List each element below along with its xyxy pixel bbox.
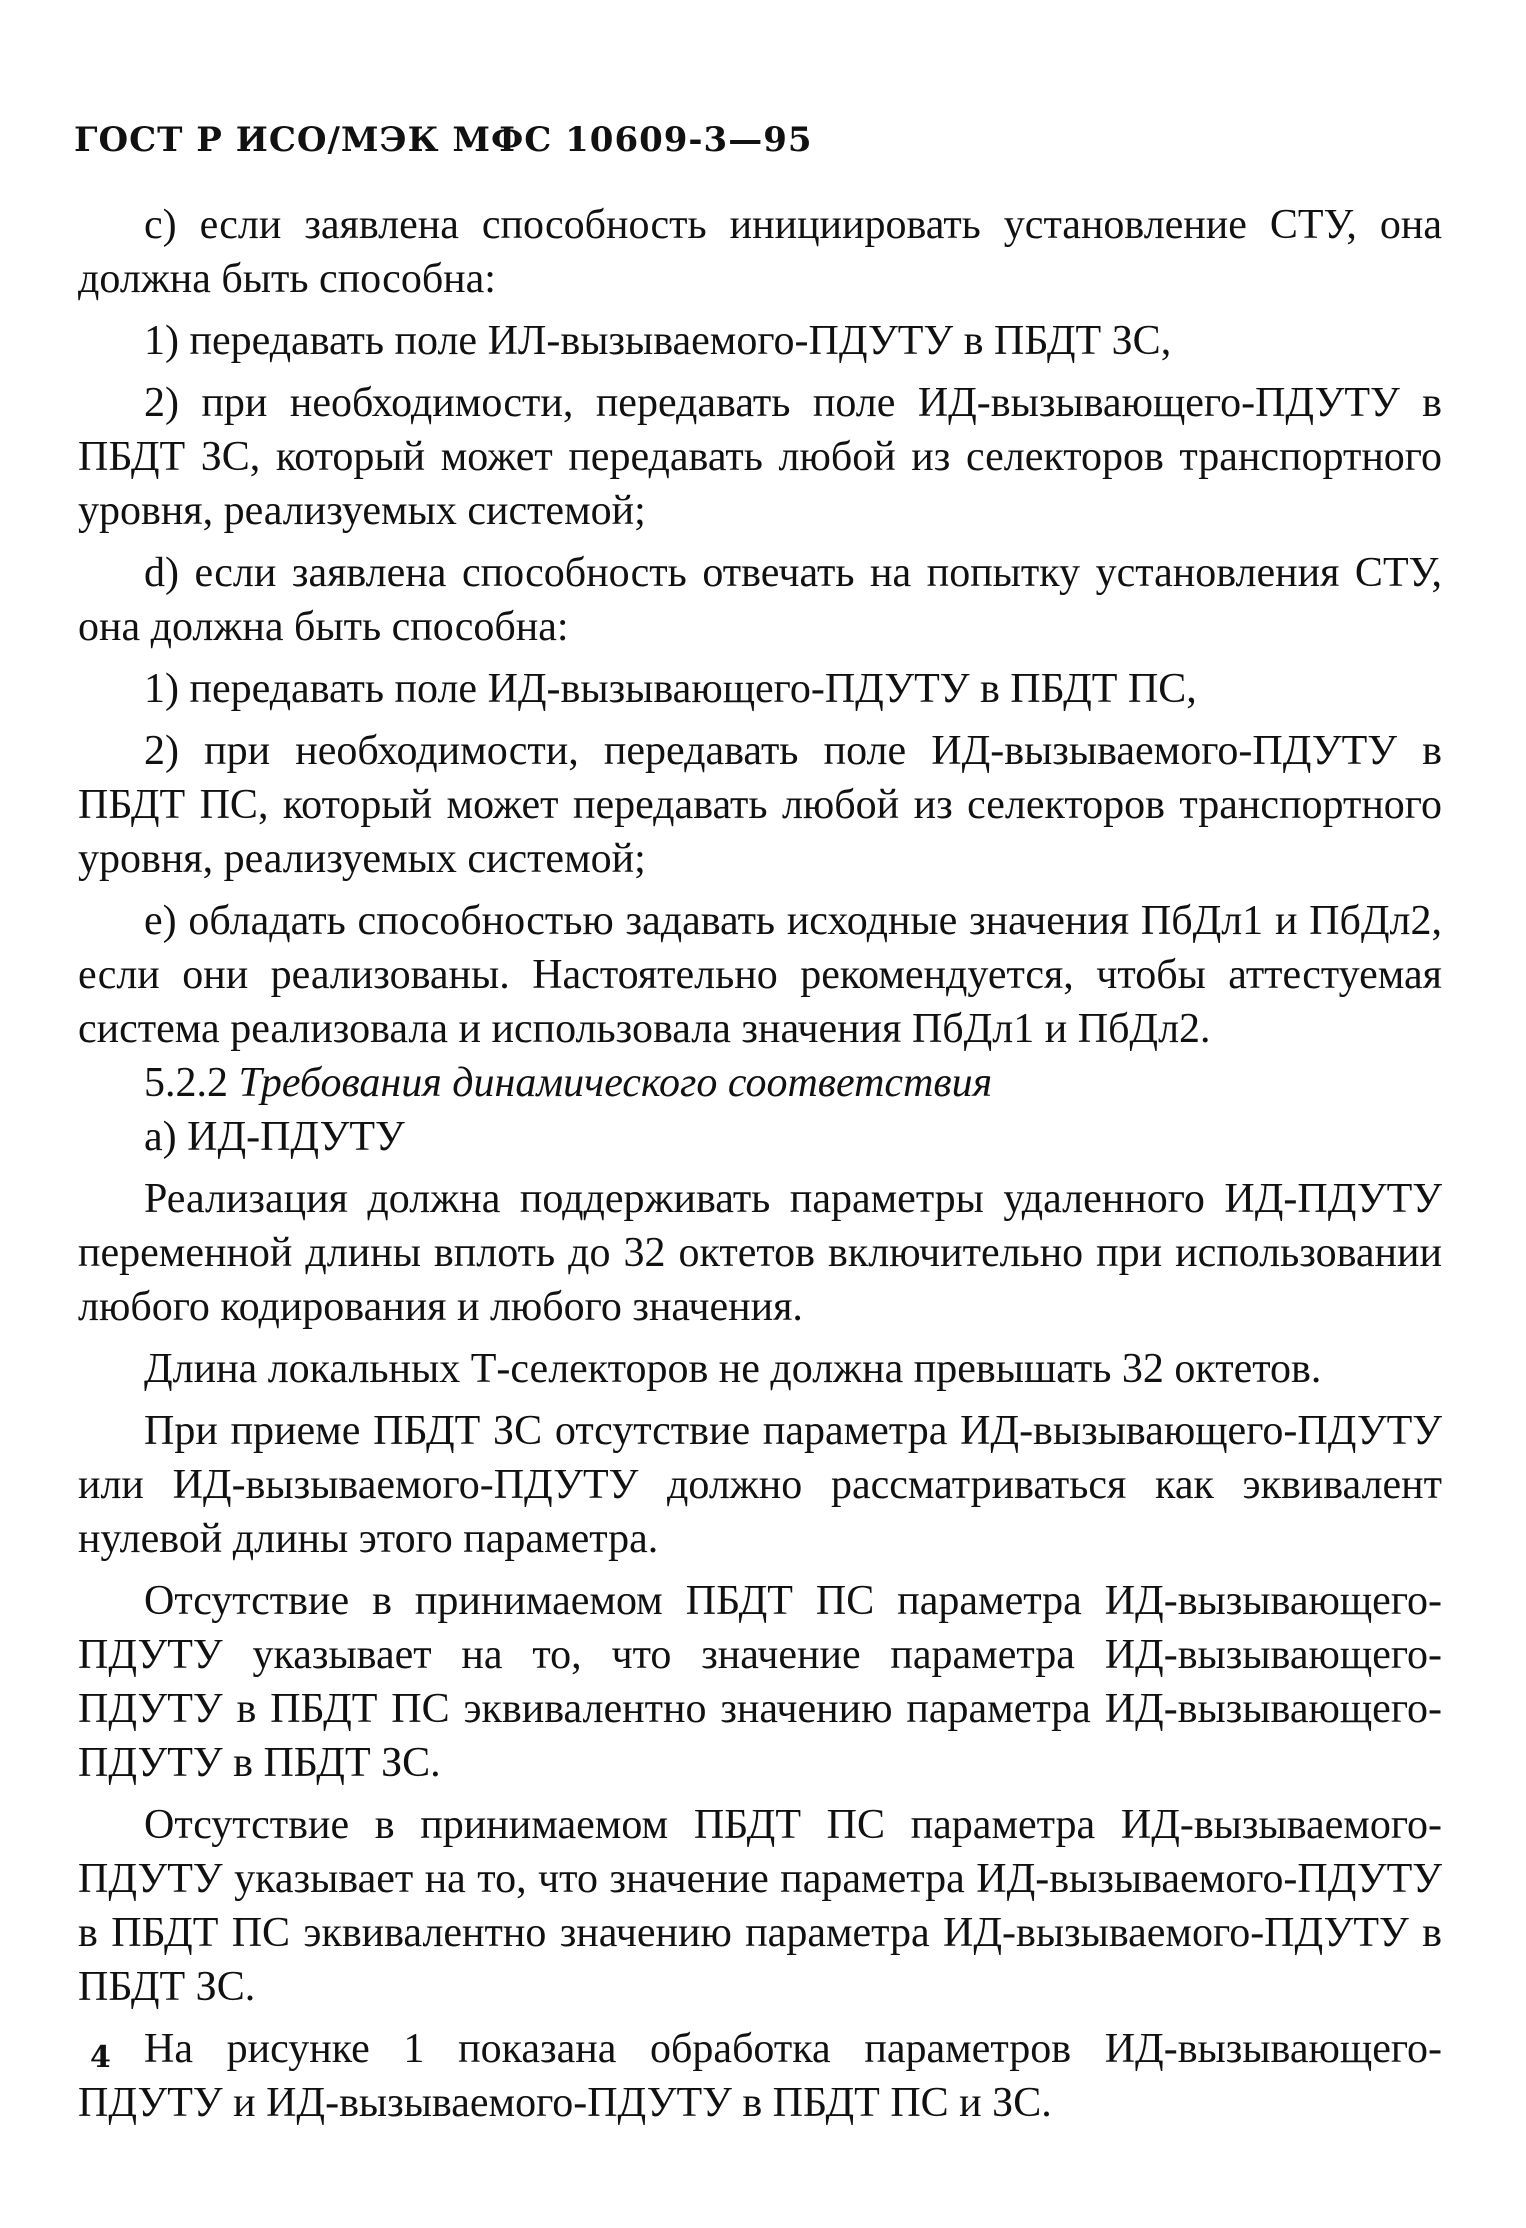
subsection-title: а) ИД-ПДУТУ	[144, 1114, 405, 1160]
paragraph-receive: При приеме ПБДТ ЗС отсутствие параметра ИД-вызывающего-ПДУТУ или ИД-вызываемого-ПДУТУ должно рассматриваться как эквивалент нулевой длины этого параметра.	[78, 1408, 1442, 1562]
paragraph-absence-calling: Отсутствие в принимаемом ПБДТ ПС параметра ИД-вызывающего-ПДУТУ указывает на то, что значение параметра ИД-вызывающего-ПДУТУ в ПБДТ ПС эквивалентно значению параметра ИД-вызывающего-ПДУТУ в ПБДТ ЗС.	[78, 1578, 1442, 1786]
paragraph-c2: 2) при необходимости, передавать поле ИД-вызывающего-ПДУТУ в ПБДТ ЗС, который может передавать любой из селекторов транспортного уровня, реализуемых системой;	[78, 380, 1442, 534]
paragraph-e: e) обладать способностью задавать исходные значения ПбДл1 и ПбДл2, если они реализованы. Настоятельно рекомендуется, чтобы аттестуемая система реализовала и использовала значения ПбДл1 и ПбДл2.	[78, 898, 1442, 1052]
paragraph-absence-called: Отсутствие в принимаемом ПБДТ ПС параметра ИД-вызываемого-ПДУТУ указывает на то, что значение параметра ИД-вызываемого-ПДУТУ в ПБДТ ПС эквивалентно значению параметра ИД-вызываемого-ПДУТУ в ПБДТ ЗС.	[78, 1802, 1442, 2010]
paragraph-d: d) если заявлена способность отвечать на попытку установления СТУ, она должна быть способна:	[78, 550, 1442, 650]
document-header: ГОСТ Р ИСО/МЭК МФС 10609-3—95	[74, 120, 813, 160]
paragraph-support: Реализация должна поддерживать параметры удаленного ИД-ПДУТУ переменной длины вплоть до 32 октетов включительно при использовании любого кодирования и любого значения.	[78, 1176, 1442, 1330]
section-number: 5.2.2	[144, 1060, 228, 1106]
paragraph-d2: 2) при необходимости, передавать поле ИД-вызываемого-ПДУТУ в ПБДТ ПС, который может передавать любой из селекторов транспортного уровня, реализуемых системой;	[78, 728, 1442, 882]
paragraph-figure-ref: На рисунке 1 показана обработка параметров ИД-вызывающего-ПДУТУ и ИД-вызываемого-ПДУТУ в ПБДТ ПС и ЗС.	[78, 2026, 1442, 2126]
paragraph-c1: 1) передавать поле ИЛ-вызываемого-ПДУТУ в ПБДТ ЗС,	[144, 318, 1172, 364]
paragraph-c: c) если заявлена способность инициировать установление СТУ, она должна быть способна:	[78, 202, 1442, 302]
section-title: Требования динамического соответствия	[238, 1060, 993, 1106]
page-number: 4	[90, 2040, 111, 2075]
paragraph-length: Длина локальных Т-селекторов не должна превышать 32 октетов.	[144, 1346, 1322, 1392]
section-heading	[78, 1056, 1442, 1110]
document-body	[78, 198, 1442, 2130]
paragraph-d1: 1) передавать поле ИД-вызывающего-ПДУТУ в ПБДТ ПС,	[144, 666, 1197, 712]
